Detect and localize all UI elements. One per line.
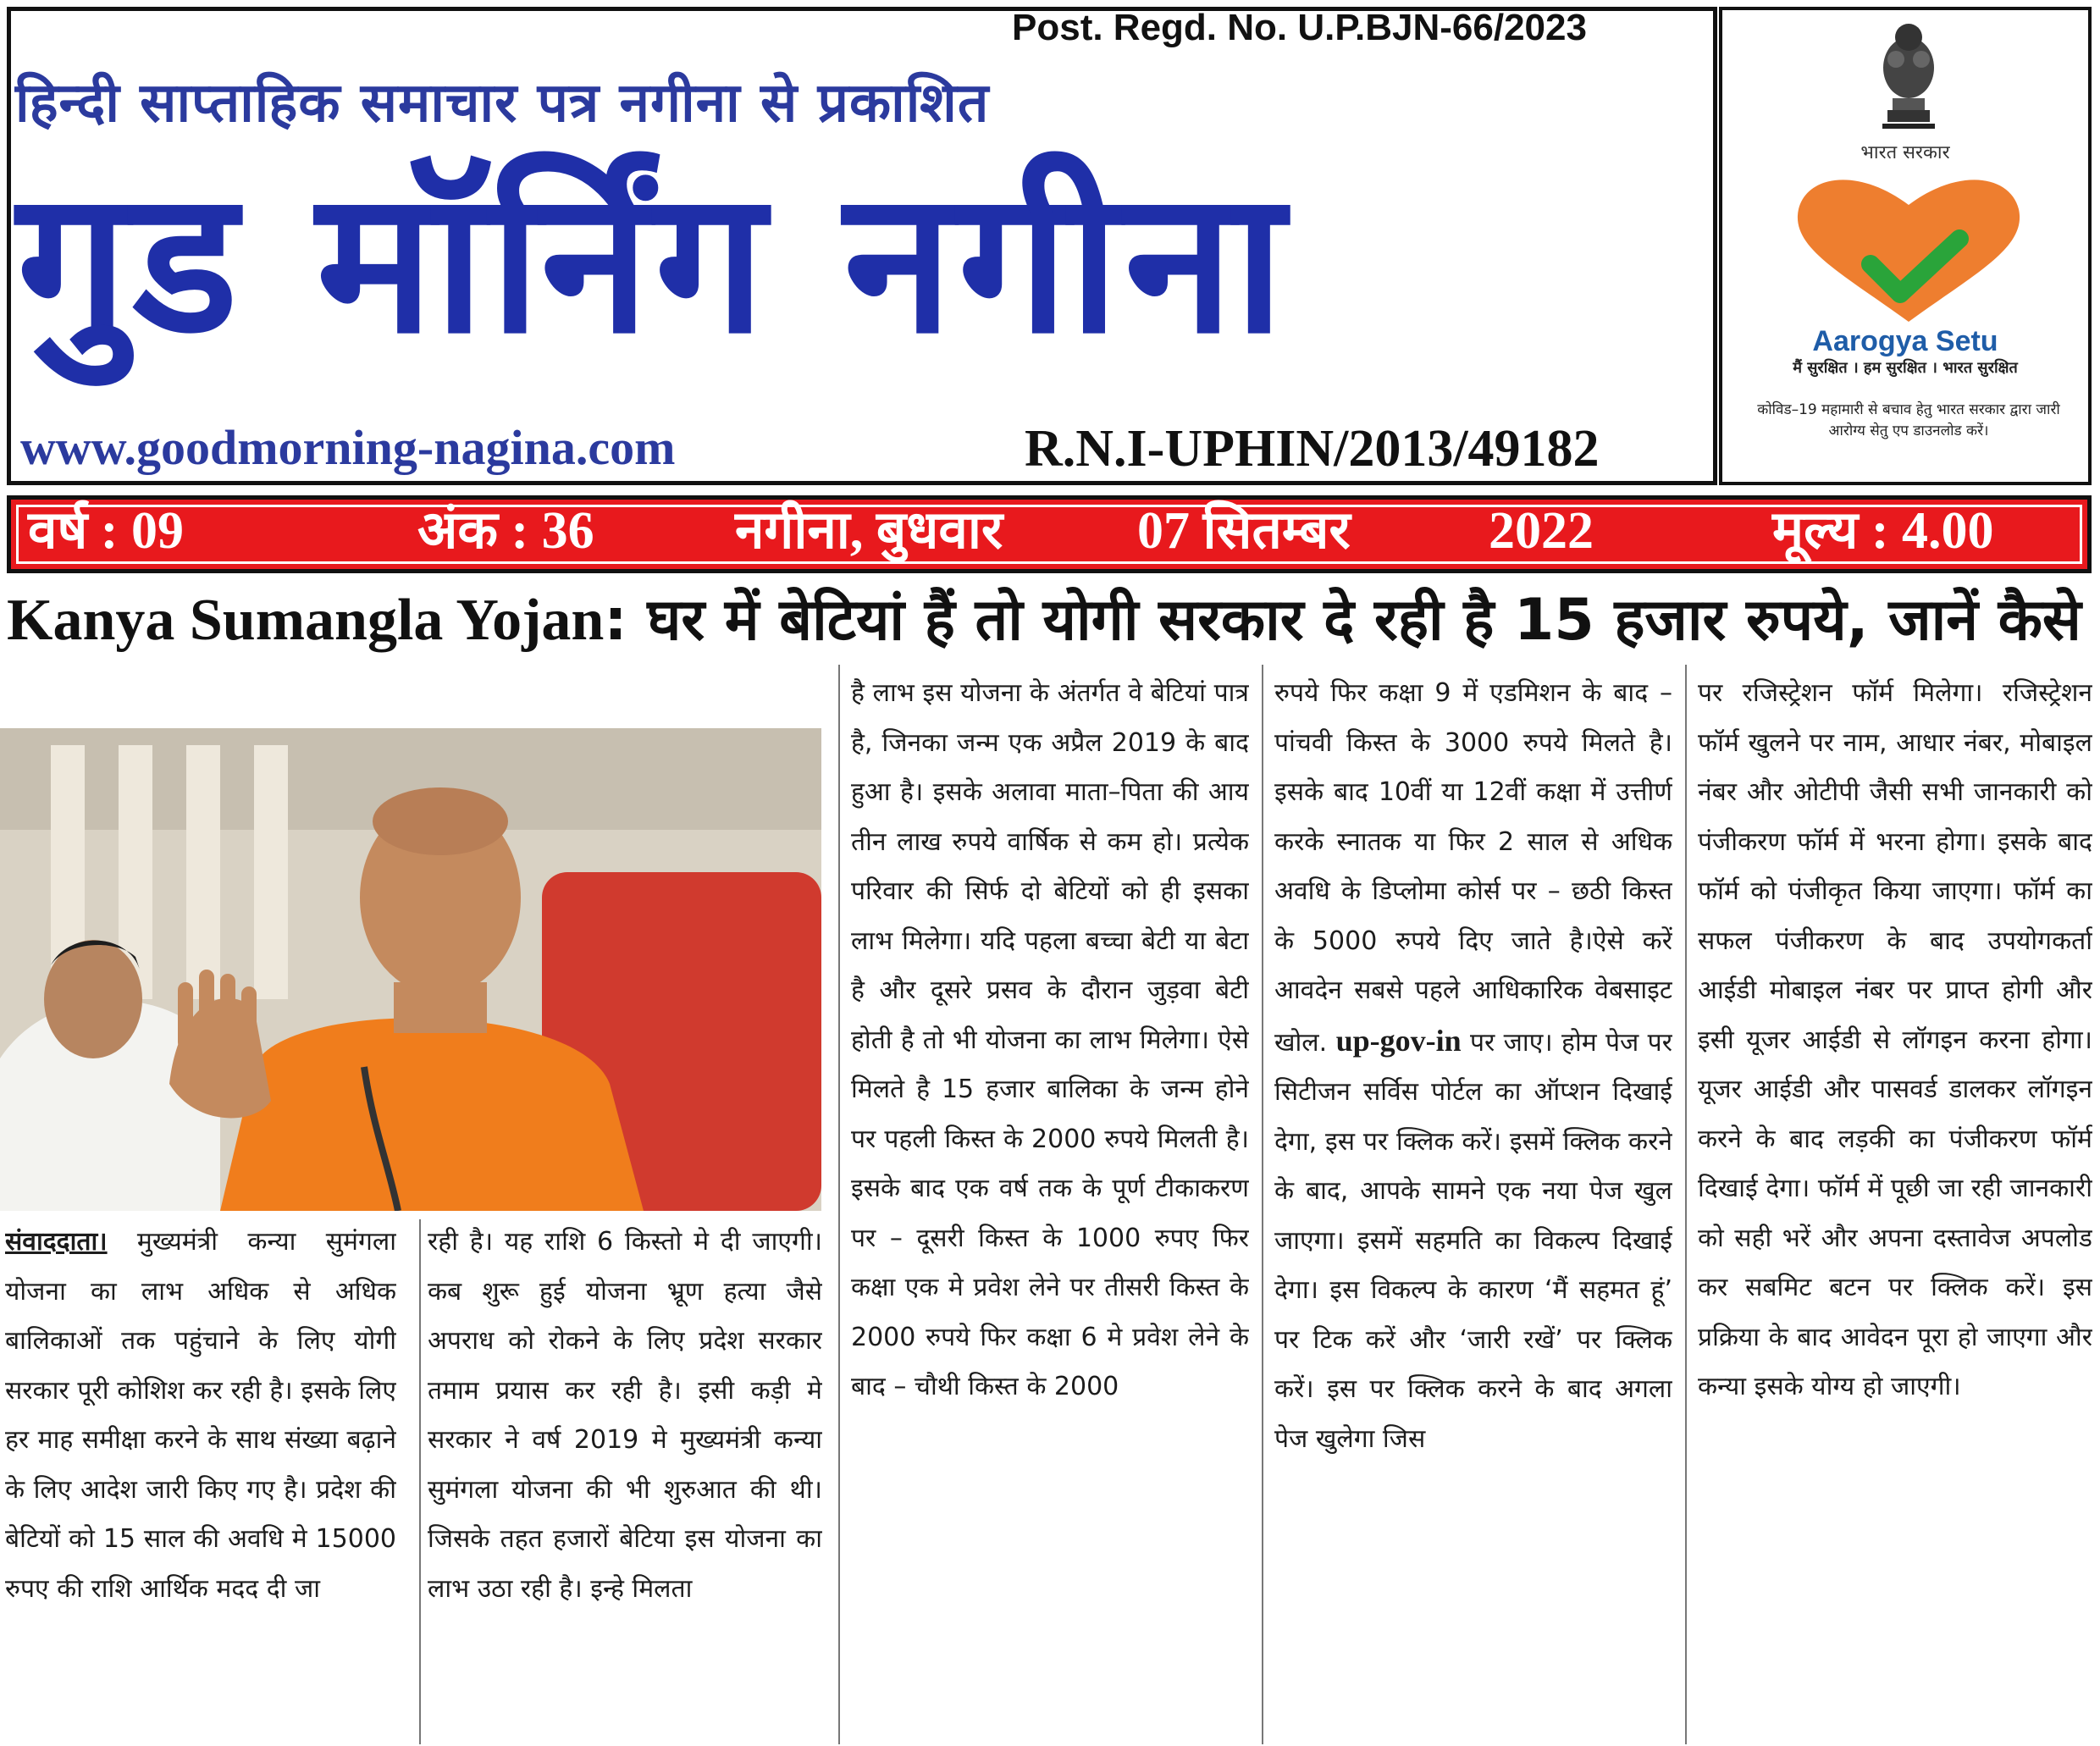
masthead-tagline: हिन्दी साप्ताहिक समाचार पत्र नगीना से प्रकाशित [15,72,990,135]
article-column-2 [428,1218,822,1743]
issue-date: 07 सितम्बर [1137,502,1351,560]
chief-minister-photo [0,728,821,1211]
article-headline [7,584,2098,657]
newspaper-name: गुड मॉर्निंग नगीना [17,148,1290,377]
headline-english: Kanya Sumangla Yojan [7,588,605,653]
aarogya-setu-note: कोविड–19 महामारी से बचाव हेतु भारत सरकार द्वारा जारी आरोग्य सेतु एप डाउनलोड करें। [1757,401,2060,439]
issue-year: वर्ष : 09 [28,502,184,560]
article-column-5 [1698,669,2092,1743]
aarogya-setu-slogan: मैं सुरक्षित । हम सुरक्षित । भारत सुरक्षित [1793,359,2018,377]
article-column-4 [1274,669,1672,1743]
aarogya-heart-icon [1790,171,2027,323]
article-column-3-text: है लाभ इस योजना के अंतर्गत वे बेटियां पात्र है, जिनका जन्म एक अप्रैल 2019 के बाद हुआ है। इसके अलावा माता–पिता की आय तीन लाख रुपये वार्षिक से कम हो। प्रत्येक परिवार की सिर्फ दो बेटियों को ही इसका लाभ मिलेगा। यदि पहला बच्चा बेटी या बेटा है और दूसरे प्रसव के दौरान जुड़वा बेटी होती है तो भी योजना का लाभ मिलेगा। ऐसे मिलते है 15 हजार बालिका के जन्म होने पर पहली किस्त के 2000 रुपये मिलती है। इसके बाद एक वर्ष तक के पूर्ण टीकाकरण पर – दूसरी किस्त के 1000 रुपए फिर कक्षा एक मे प्रवेश लेने पर तीसरी किस्त के 2000 रुपये फिर कक्षा 6 मे प्रवेश लेने के बाद – चौथी किस्त के 2000 [851,678,1249,1401]
website-link[interactable]: www.goodmorning-nagina.com [20,420,676,475]
government-website-link[interactable]: up-gov-in [1335,1023,1462,1058]
emblem-caption: भारत सरकार [1860,142,1950,163]
article-column-1 [5,1218,396,1743]
column-rule [1685,665,1687,1744]
article-byline: संवाददाता। [5,1227,108,1257]
issue-place-day: नगीना, बुधवार [735,502,1003,560]
column-rule [1262,665,1263,1744]
national-emblem-icon [1871,17,1947,144]
issue-year-number: 2022 [1489,502,1594,560]
issue-info-band [7,495,2092,573]
article-column-4-text-a: रुपये फिर कक्षा 9 में एडमिशन के बाद – पांचवी किस्त के 3000 रुपये मिलते है। इसके बाद 10वीं या 12वीं कक्षा में उत्तीर्ण करके स्नातक या फिर 2 साल से अधिक अवधि के डिप्लोमा कोर्स पर – छठी किस्त के 5000 रुपये दिए जाते है।ऐसे करें आवदेन सबसे पहले आधिकारिक वेबसाइट खोल. [1274,678,1672,1058]
article-column-1-text: मुख्यमंत्री कन्या सुमंगला योजना का लाभ अधिक से अधिक बालिकाओं तक पहुंचाने के लिए योगी सरकार पूरी कोशिश कर रही है। इसके लिए हर माह समीक्षा करने के साथ संख्या बढ़ाने के लिए आदेश जारी किए गए है। प्रदेश की बेटियों को 15 साल की अवधि मे 15000 रुपए की राशि आर्थिक मदद दी जा [5,1227,396,1604]
postal-registration-number: Post. Regd. No. U.P.BJN-66/2023 [1012,7,1587,48]
aarogya-setu-box [1719,7,2092,485]
rni-number: R.N.I-UPHIN/2013/49182 [1025,420,1600,478]
article-column-5-text: पर रजिस्ट्रेशन फॉर्म मिलेगा। रजिस्ट्रेशन फॉर्म खुलने पर नाम, आधार नंबर, मोबाइल नंबर और ओटीपी जैसी सभी जानकारी को पंजीकरण फॉर्म में भरना होगा। इसके बाद फॉर्म को पंजीकृत किया जाएगा। फॉर्म का सफल पंजीकरण के बाद उपयोगकर्ता आईडी मोबाइल नंबर पर प्राप्त होगी और इसी यूजर आईडी से लॉगइन करना होगा। यूजर आईडी और पासवर्ड डालकर लॉगइन करने के बाद लड़की का पंजीकरण फॉर्म दिखाई देगा। फॉर्म में पूछी जा रही जानकारी को सही भरें और अपना दस्तावेज अपलोड कर सबमिट बटन पर क्लिक करें। इस प्रक्रिया के बाद आवेदन पूरा हो जाएगा और कन्या इसके योग्य हो जाएगी। [1698,678,2092,1401]
aarogya-setu-title: Aarogya Setu [1812,325,1998,357]
issue-number: अंक : 36 [417,502,594,560]
issue-price: मूल्य : 4.00 [1772,502,1994,560]
headline-hindi: : घर में बेटियां हैं तो योगी सरकार दे रही है 15 हजार रुपये, जानें कैसे [604,587,2081,654]
column-rule [838,665,840,1744]
article-column-3 [851,669,1249,1743]
article-column-4-text-b: पर जाए। होम पेज पर सिटीजन सर्विस पोर्टल का ऑप्शन दिखाई देगा, इस पर क्लिक करें। इसमें क्लिक करने के बाद, आपके सामने एक नया पेज खुल जाएगा। इसमें सहमति का विकल्प दिखाई देगा। इस विकल्प के कारण ‘मैं सहमत हूं’ पर टिक करें और ‘जारी रखें’ पर क्लिक करें। इस पर क्लिक करने के बाद अगला पेज खुलेगा जिस [1274,1027,1672,1454]
column-rule [419,1219,421,1744]
article-column-2-text: रही है। यह राशि 6 किस्तो मे दी जाएगी।कब शुरू हुई योजना भ्रूण हत्या जैसे अपराध को रोकने के लिए प्रदेश सरकार तमाम प्रयास कर रही है। इसी कड़ी मे सरकार ने वर्ष 2019 मे मुख्यमंत्री कन्या सुमंगला योजना की भी शुरुआत की थी। जिसके तहत हजारों बेटिया इस योजना का लाभ उठा रही है। इन्हे मिलता [428,1227,822,1604]
